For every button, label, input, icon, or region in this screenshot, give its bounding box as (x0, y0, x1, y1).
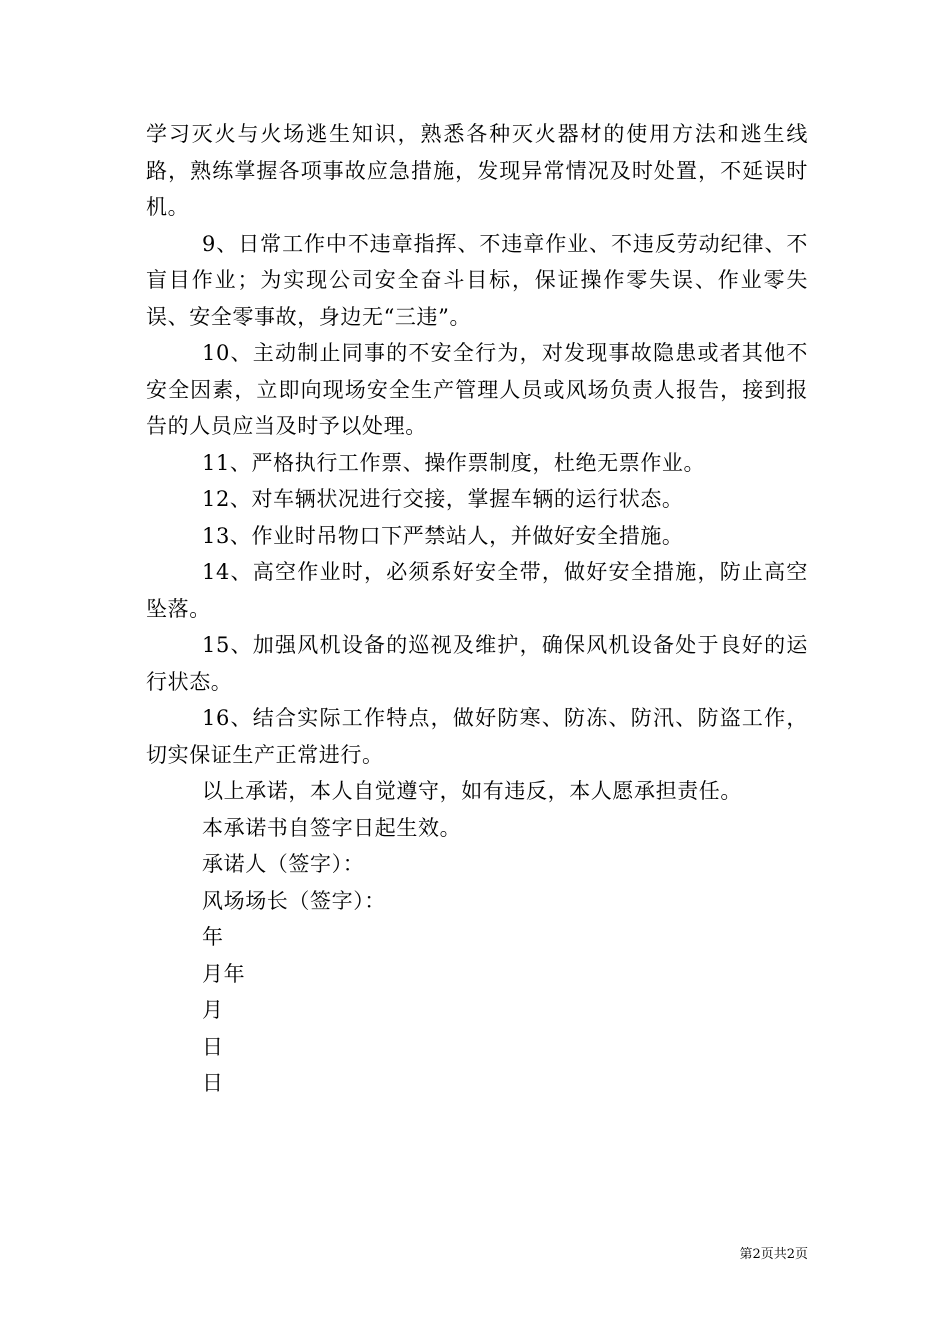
signer-signature-line: 承诺人（签字）： (202, 852, 365, 876)
paragraph-item-15: 15、加强风机设备的巡视及维护，确保风机设备处于良好的运行状态。 (146, 633, 808, 694)
manager-signature-line: 风场场长（签字）： (202, 888, 386, 913)
date-line-day: 日 (202, 1034, 224, 1059)
effective-statement: 本承诺书自签字日起生效。 (202, 815, 462, 840)
paragraph-item-9: 9、日常工作中不违章指挥、不违章作业、不违反劳动纪律、不盲目作业；为实现公司安全奋斗目标，保证操作零失误、作业零失误、安全零事故，身边无“三违”。 (146, 231, 808, 329)
commitment-statement: 以上承诺，本人自觉遵守，如有违反，本人愿承担责任。 (202, 779, 742, 803)
paragraph-item-11: 11、严格执行工作票、操作票制度，杜绝无票作业。 (202, 450, 706, 475)
paragraph-item-14: 14、高空作业时，必须系好安全带，做好安全措施，防止高空坠落。 (146, 560, 808, 621)
page-number-footer: 第2页共2页 (739, 1247, 808, 1262)
paragraph-item-13: 13、作业时吊物口下严禁站人，并做好安全措施。 (202, 523, 684, 548)
date-line-month: 月 (202, 998, 224, 1022)
paragraph-item-10: 10、主动制止同事的不安全行为，对发现事故隐患或者其他不安全因素，立即向现场安全生产管理人员或风场负责人报告，接到报告的人员应当及时予以处理。 (146, 341, 808, 438)
document-page (146, 116, 808, 1102)
paragraph-item-16: 16、结合实际工作特点，做好防寒、防冻、防汛、防盗工作，切实保证生产正常进行。 (146, 706, 808, 767)
paragraph-continuation: 学习灭火与火场逃生知识，熟悉各种灭火器材的使用方法和逃生线路，熟练掌握各项事故应急措施，发现异常情况及时处置，不延误时机。 (146, 122, 808, 219)
date-line-day-2: 日 (202, 1071, 224, 1095)
date-line-month-year: 月年 (202, 961, 246, 986)
paragraph-item-12: 12、对车辆状况进行交接，掌握车辆的运行状态。 (202, 487, 684, 511)
date-line-year: 年 (202, 925, 224, 949)
